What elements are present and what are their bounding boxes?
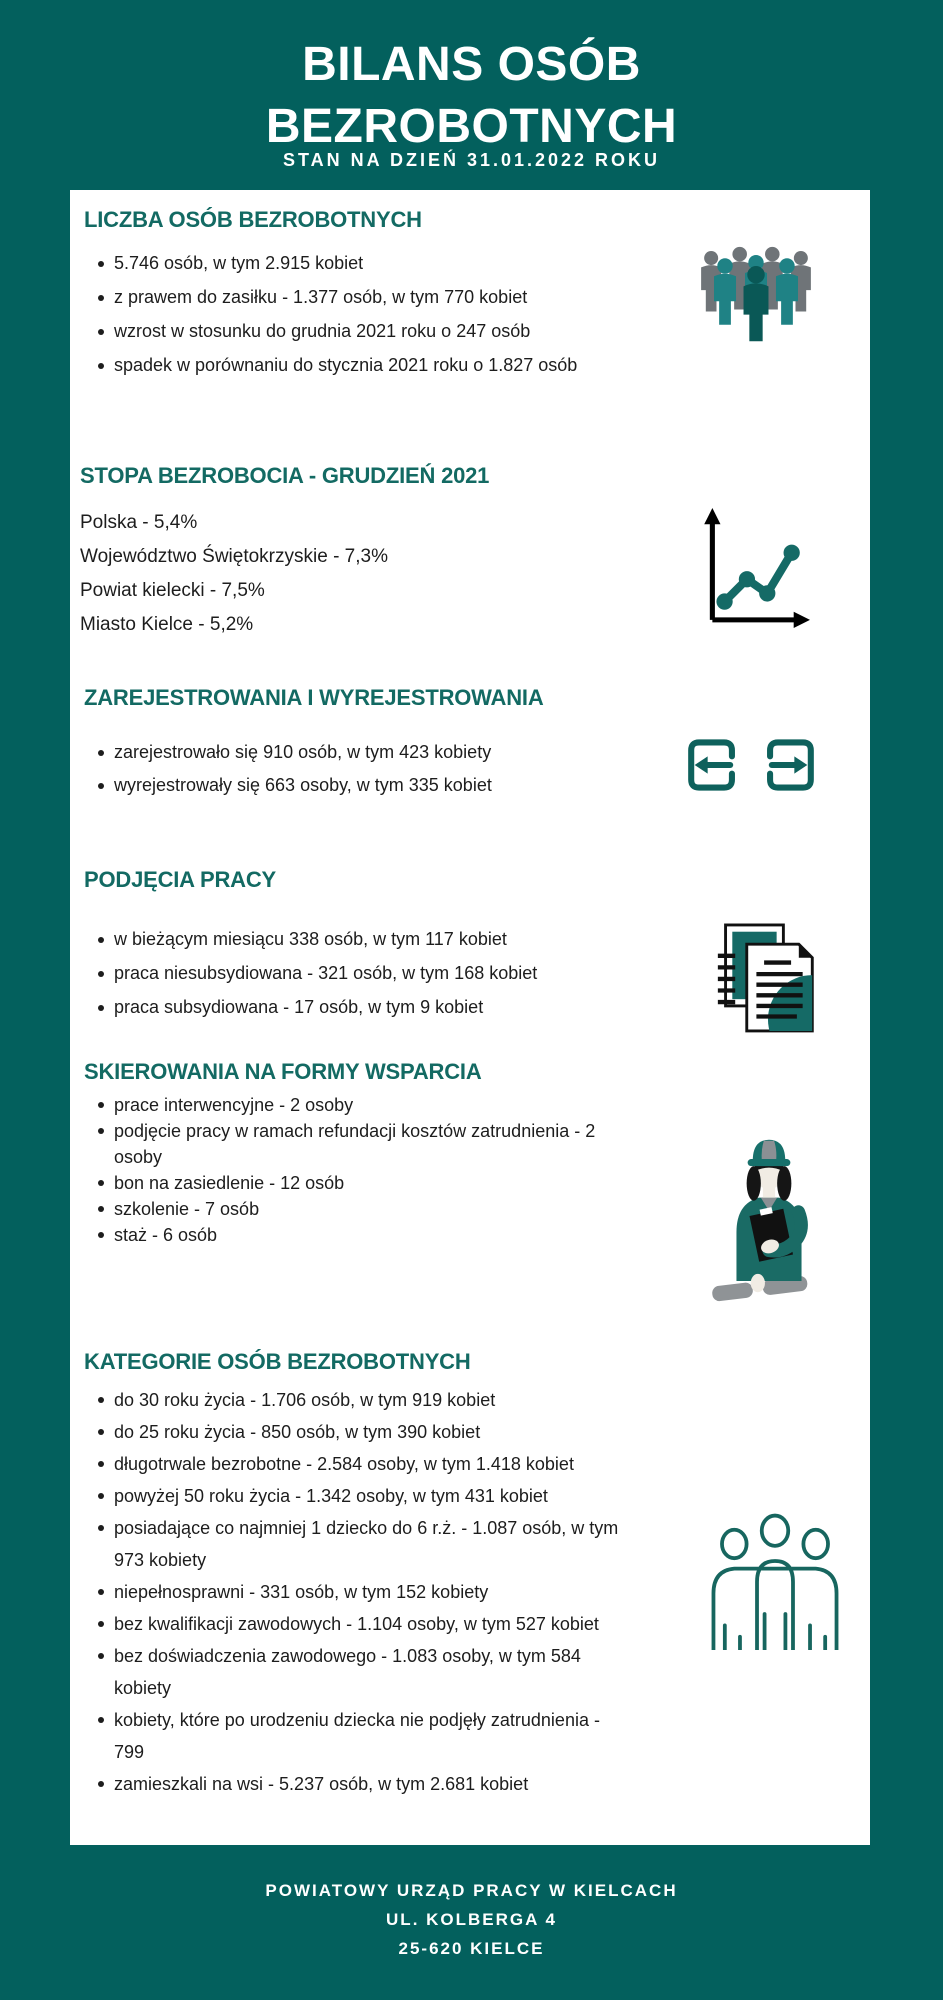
bullet-item: staż - 6 osób: [114, 1222, 634, 1248]
bullet-item: zarejestrowało się 910 osób, w tym 423 kobiety: [114, 736, 704, 769]
section-heading: KATEGORIE OSÓB BEZROBOTNYCH: [84, 1349, 471, 1374]
bullet-item: wyrejestrowały się 663 osoby, w tym 335 kobiet: [114, 769, 704, 802]
bullet-item: zamieszkali na wsi - 5.237 osób, w tym 2.681 kobiet: [114, 1768, 629, 1800]
bullet-item: praca niesubsydiowana - 321 osób, w tym 168 kobiet: [114, 956, 704, 990]
stat-line: Powiat kielecki - 7,5%: [80, 580, 265, 601]
bullet-item: niepełnosprawni - 331 osób, w tym 152 kobiety: [114, 1576, 629, 1608]
page-title: [0, 34, 943, 158]
bullet-item: do 30 roku życia - 1.706 osób, w tym 919 kobiet: [114, 1384, 629, 1416]
bullet-item: bez kwalifikacji zawodowych - 1.104 osoby, w tym 527 kobiet: [114, 1608, 629, 1640]
bullet-item: posiadające co najmniej 1 dziecko do 6 r.ż. - 1.087 osób, w tym 973 kobiety: [114, 1512, 629, 1576]
bullet-item: powyżej 50 roku życia - 1.342 osoby, w tym 431 kobiet: [114, 1480, 629, 1512]
section-heading: ZAREJESTROWANIA I WYREJESTROWANIA: [84, 685, 544, 710]
stat-line: Miasto Kielce - 5,2%: [80, 614, 254, 635]
footer-address: [0, 1876, 943, 1963]
bullet-item: z prawem do zasiłku - 1.377 osób, w tym 770 kobiet: [114, 280, 684, 314]
section-heading: SKIEROWANIA NA FORMY WSPARCIA: [84, 1059, 482, 1084]
bullet-item: kobiety, które po urodzeniu dziecka nie podjęły zatrudnienia - 799: [114, 1704, 629, 1768]
team-outline-icon: [704, 1508, 846, 1650]
bullet-list: [84, 246, 684, 382]
bullet-list: [84, 1384, 629, 1800]
section-heading: PODJĘCIA PRACY: [84, 867, 276, 892]
page-title-text: BILANS OSÓB BEZROBOTNYCH: [265, 38, 678, 154]
stat-line: Województwo Świętokrzyskie - 7,3%: [80, 546, 388, 567]
bullet-item: wzrost w stosunku do grudnia 2021 roku o 247 osób: [114, 314, 684, 348]
bullet-item: bon na zasiedlenie - 12 osób: [114, 1170, 634, 1196]
bullet-item: prace interwencyjne - 2 osoby: [114, 1092, 634, 1118]
transfer-arrows-icon: [686, 736, 816, 794]
bullet-list: [84, 736, 704, 802]
section-unemployment-rate: [80, 462, 700, 642]
bullet-item: szkolenie - 7 osób: [114, 1196, 634, 1222]
female-worker-icon: [708, 1126, 830, 1310]
bullet-item: długotrwale bezrobotne - 2.584 osoby, w tym 1.418 kobiet: [114, 1448, 629, 1480]
bullet-item: bez doświadczenia zawodowego - 1.083 osoby, w tym 584 kobiety: [114, 1640, 629, 1704]
section-unemployed-count: [84, 206, 704, 382]
bullet-item: do 25 roku życia - 850 osób, w tym 390 kobiet: [114, 1416, 629, 1448]
footer-line: POWIATOWY URZĄD PRACY W KIELCACH: [265, 1881, 678, 1900]
bullet-list: [84, 922, 704, 1024]
page-subtitle: STAN NA DZIEŃ 31.01.2022 ROKU: [282, 150, 661, 170]
stat-line: Polska - 5,4%: [80, 512, 198, 533]
bullet-list: [84, 1092, 634, 1248]
section-heading: LICZBA OSÓB BEZROBOTNYCH: [84, 207, 422, 232]
crowd-icon: [676, 236, 836, 342]
footer-line: UL. KOLBERGA 4: [386, 1910, 557, 1929]
stat-lines: [80, 506, 700, 642]
bullet-item: w bieżącym miesiącu 338 osób, w tym 117 kobiet: [114, 922, 704, 956]
section-support-referrals: [84, 1058, 704, 1248]
line-chart-icon: [690, 506, 812, 628]
bullet-item: podjęcie pracy w ramach refundacji kosztów zatrudnienia - 2 osoby: [114, 1118, 634, 1170]
section-registrations: [84, 684, 704, 802]
section-categories: [84, 1348, 704, 1800]
bullet-item: praca subsydiowana - 17 osób, w tym 9 kobiet: [114, 990, 704, 1024]
documents-icon: [714, 918, 820, 1036]
bullet-item: 5.746 osób, w tym 2.915 kobiet: [114, 246, 684, 280]
section-job-starts: [84, 866, 704, 1024]
content-card: [70, 190, 870, 1845]
section-heading: STOPA BEZROBOCIA - GRUDZIEŃ 2021: [80, 463, 490, 488]
footer-line: 25-620 KIELCE: [398, 1939, 545, 1958]
bullet-item: spadek w porównaniu do stycznia 2021 roku o 1.827 osób: [114, 348, 684, 382]
